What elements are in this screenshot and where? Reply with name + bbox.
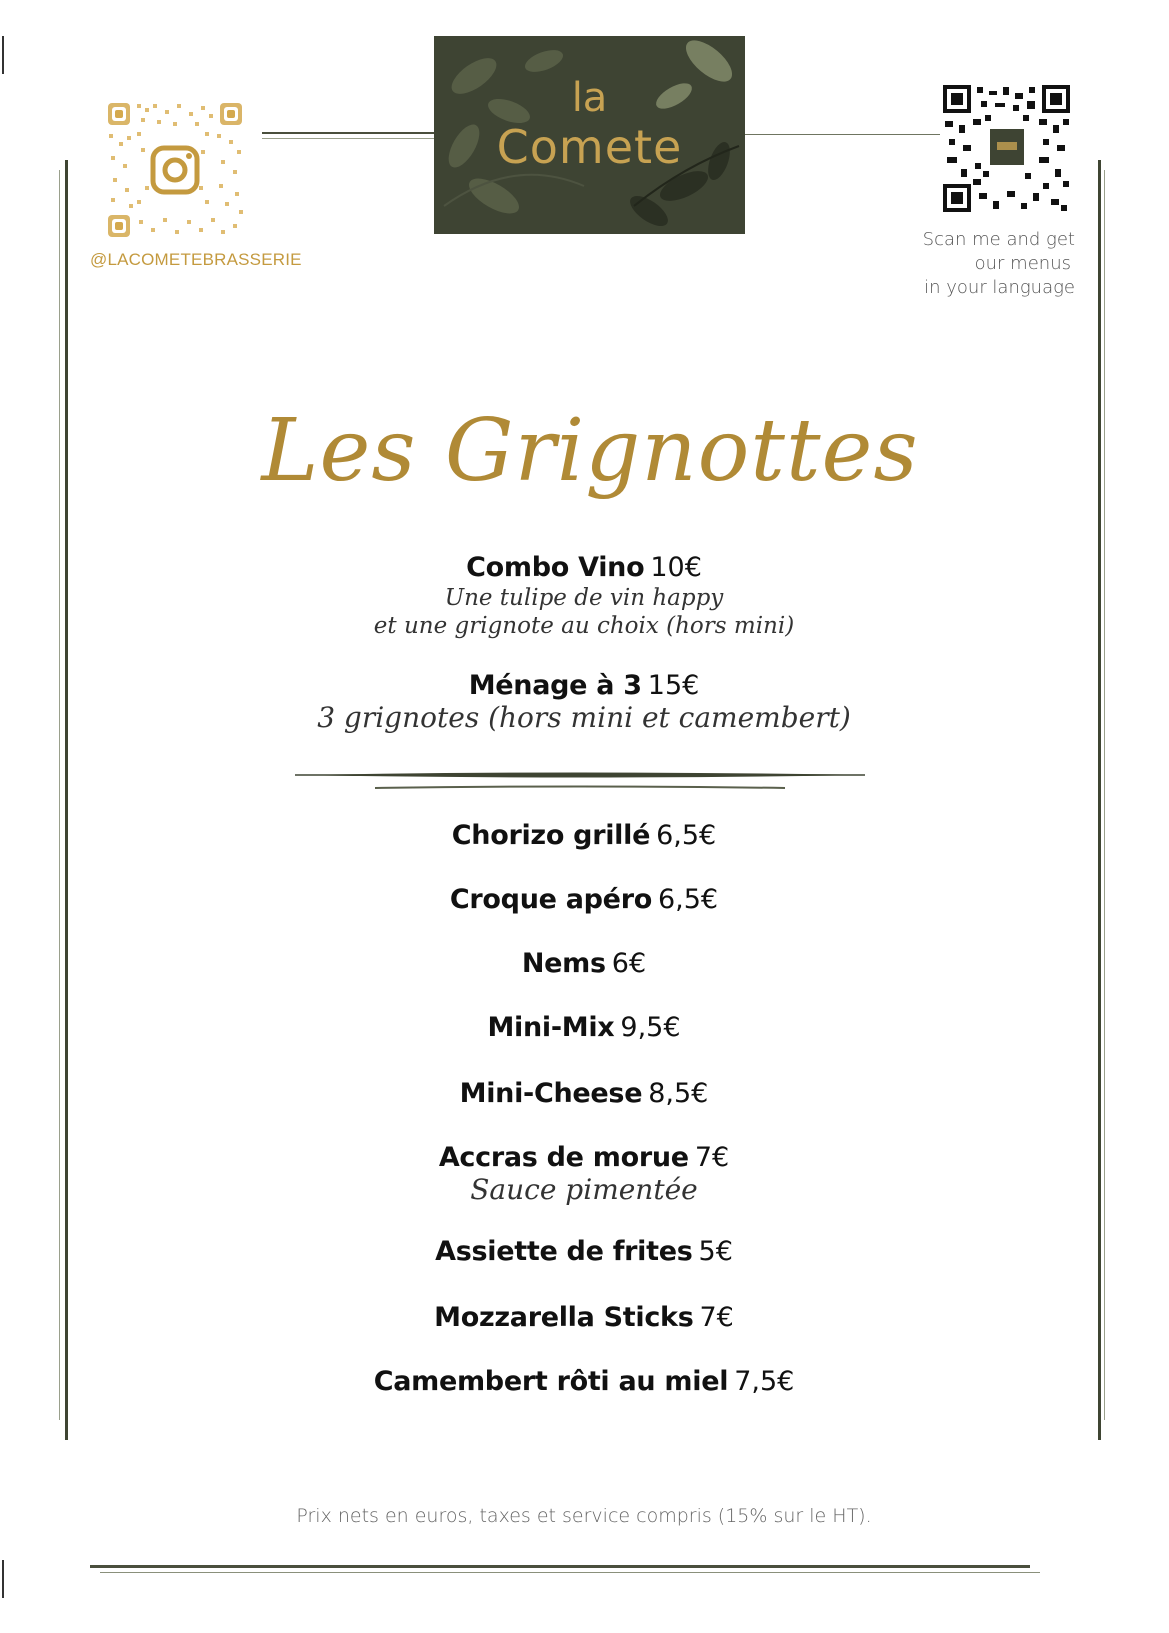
menu-qr-code [943, 85, 1070, 212]
item-price: 7€ [694, 1142, 730, 1173]
item-description: Une tulipe de vin happy [444, 585, 724, 611]
item-price: 7€ [699, 1302, 734, 1333]
item-price: 10€ [650, 552, 702, 583]
header-rule-left-thin [262, 138, 434, 139]
menu-qr-caption-line: our menus [974, 253, 1071, 274]
item-price: 6€ [611, 948, 647, 979]
frame-right-thin-line [1104, 170, 1105, 1420]
menu-item [184, 1142, 984, 1206]
item-description: 3 grignotes (hors mini et camembert) [317, 701, 851, 734]
item-name: Nems [521, 948, 606, 979]
item-price: 7,5€ [734, 1366, 795, 1397]
frame-left-line [65, 160, 68, 1440]
footer-price-note: Prix nets en euros, taxes et service compris (15% sur le HT). [296, 1505, 872, 1527]
item-name: Mozzarella Sticks [434, 1302, 694, 1333]
page-edge-mark-bottom [2, 1560, 4, 1598]
footer-rule [90, 1565, 1030, 1568]
page-edge-mark-top [2, 36, 4, 74]
frame-left-thin-line [59, 170, 60, 1420]
instagram-handle: @LACOMETEBRASSERIE [90, 250, 302, 269]
instagram-qr-code [105, 100, 245, 240]
menu-item [184, 1366, 984, 1398]
menu-item [184, 1012, 984, 1044]
item-price: 15€ [647, 670, 700, 701]
item-price: 9,5€ [620, 1012, 681, 1043]
item-name: Camembert rôti au miel [373, 1366, 729, 1397]
footer-rule-thin [100, 1572, 1040, 1573]
menu-item [184, 1078, 984, 1110]
menu-item [184, 948, 984, 980]
item-name: Mini-Cheese [459, 1078, 643, 1109]
item-name: Accras de morue [438, 1142, 689, 1173]
item-price: 6,5€ [657, 884, 719, 915]
menu-item [184, 884, 984, 916]
frame-right-line [1098, 160, 1101, 1440]
section-divider [295, 770, 865, 794]
logo-la-text: la [571, 75, 608, 121]
special-menage-a-3 [184, 670, 984, 734]
section-title-text: Les Grignottes [261, 401, 919, 501]
menu-qr-caption-line: in your language [924, 277, 1075, 298]
item-name: Ménage à 3 [468, 670, 642, 701]
special-combo-vino [184, 552, 984, 640]
item-price: 5€ [698, 1236, 733, 1267]
item-description: Sauce pimentée [470, 1173, 698, 1206]
section-title [261, 370, 919, 540]
menu-item [184, 1302, 984, 1334]
menu-qr-caption [905, 228, 1075, 300]
item-name: Croque apéro [449, 884, 652, 915]
item-price: 6,5€ [656, 820, 717, 851]
brand-logo [434, 36, 745, 234]
item-name: Mini-Mix [487, 1012, 615, 1043]
item-name: Chorizo grillé [451, 820, 651, 851]
menu-item [184, 1236, 984, 1268]
menu-qr-caption-line: Scan me and get [922, 229, 1075, 250]
menu-item [184, 820, 984, 852]
header-rule-right [745, 134, 940, 135]
header-rule-left [262, 132, 434, 134]
item-name: Assiette de frites [435, 1236, 693, 1267]
item-description: et une grignote au choix (hors mini) [373, 613, 795, 639]
item-name: Combo Vino [466, 552, 645, 583]
logo-name-text: Comete [496, 120, 683, 174]
item-price: 8,5€ [648, 1078, 709, 1109]
